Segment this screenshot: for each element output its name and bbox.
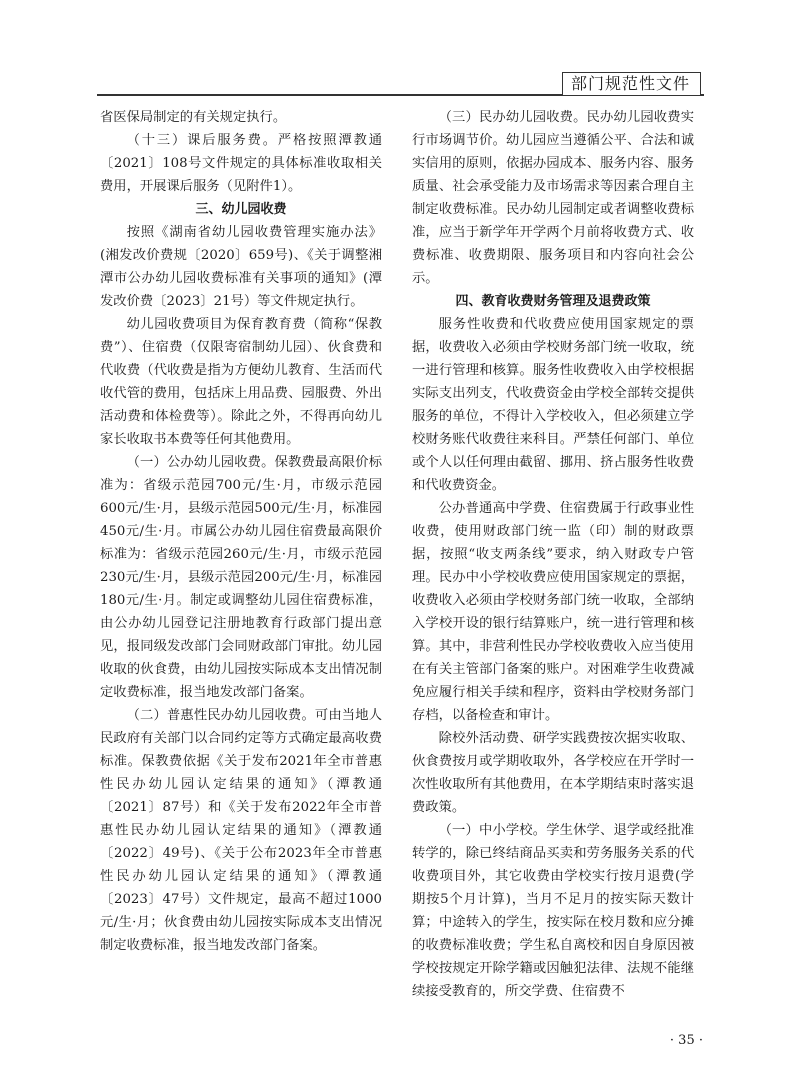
paragraph: 省医保局制定的有关规定执行。 xyxy=(100,110,287,125)
section-heading: 四、教育收费财务管理及退费政策 xyxy=(455,294,651,309)
paragraph: 除校外活动费、研学实践费按次据实收取、伙食费按月或学期收取外，各学校应在开学时一次性收取所有其他费用，在本学期结束时落实退费政策。 xyxy=(412,731,694,815)
paragraph: 服务性收费和代收费应使用国家规定的票据，收费收入必须由学校财务部门统一收取，统一进行管理和核算。服务性收费收入由学校根据实际支出列支，代收费资金由学校全部转交提供服务的单位，不得计入学校收入，但必须建立学校财务账代收费往来科目。严禁任何部门、单位或个人以任何理由截留、挪用、挤占服务性收费和代收费资金。 xyxy=(412,317,694,493)
paragraph: 按照《湖南省幼儿园收费管理实施办法》(湘发改价费规〔2020〕659号)、《关于调整湘潭市公办幼儿园收费标准有关事项的通知》(潭发改价费〔2023〕21号）等文件规定执行。 xyxy=(100,225,382,309)
paragraph: 幼儿园收费项目为保育教育费（简称“保教费”）、住宿费（仅限寄宿制幼儿园）、伙食费和代收费（代收费是指为方便幼儿教育、生活而代收代管的费用，包括床上用品费、园服费、外出活动费和体检费等）。除此之外，不得再向幼儿家长收取书本费等任何其他费用。 xyxy=(100,317,382,447)
section-label: 部门规范性文件 xyxy=(562,72,701,96)
page-number: · 35 · xyxy=(669,1033,703,1048)
paragraph: （一）中小学校。学生休学、退学或经批准转学的，除已终结商品买卖和劳务服务关系的代收费项目外，其它收费由学校实行按月退费(学期按5个月计算)，当月不足月的按实际天数计算；中途转入的学生，按实际在校月数和应分摊的收费标准收费；学生私自离校和因自身原因被学校按规定开除学籍或因触犯法律、法规不能继续接受教育的，所交学费、住宿费不 xyxy=(412,823,694,999)
paragraph: （三）民办幼儿园收费。民办幼儿园收费实行市场调节价。幼儿园应当遵循公平、合法和诚实信用的原则，依据办园成本、服务内容、服务质量、社会承受能力及市场需求等因素合理自主制定收费标准。民办幼儿园制定或者调整收费标准，应当于新学年开学两个月前将收费方式、收费标准、收费期限、服务项目和内容向社会公示。 xyxy=(412,110,694,286)
paragraph: 公办普通高中学费、住宿费属于行政事业性收费，使用财政部门统一监（印）制的财政票据，按照“收支两条线”要求，纳入财政专户管理。民办中小学校收费应使用国家规定的票据，收费收入必须由学校财务部门统一收取，全部纳入学校开设的银行结算账户，统一进行管理和核算。其中，非营利性民办学校收费收入应当使用在有关主管部门备案的账户。对困难学生收费减免应履行相关手续和程序，资料由学校财务部门存档，以备检查和审计。 xyxy=(412,501,694,723)
paragraph: （二）普惠性民办幼儿园收费。可由当地人民政府有关部门以合同约定等方式确定最高收费标准。保教费依据《关于发布2021年全市普惠性民办幼儿园认定结果的通知》（潭教通〔2021〕87号）和《关于发布2022年全市普惠性民办幼儿园认定结果的通知》（潭教通〔2022〕49号)、《关于公布2023年全市普惠性民办幼儿园认定结果的通知》（潭教通〔2023〕47号）文件规定，最高不超过1000元/生·月；伙食费由幼儿园按实际成本支出情况制定收费标准，报当地发改部门备案。 xyxy=(100,708,382,953)
left-column xyxy=(100,106,382,957)
right-column xyxy=(412,106,694,1003)
paragraph: （一）公办幼儿园收费。保教费最高限价标准为：省级示范园700元/生·月，市级示范园600元/生·月，县级示范园500元/生·月，标准园450元/生·月。市属公办幼儿园住宿费最高限价标准为：省级示范园260元/生·月，市级示范园230元/生·月，县级示范园200元/生·月，标准园180元/生·月。制定或调整幼儿园住宿费标准，由公办幼儿园登记注册地教育行政部门提出意见，报同级发改部门会同财政部门审批。幼儿园收取的伙食费，由幼儿园按实际成本支出情况制定收费标准，报当地发改部门备案。 xyxy=(100,455,382,700)
section-heading: 三、幼儿园收费 xyxy=(195,202,287,217)
paragraph: （十三）课后服务费。严格按照潭教通〔2021〕108号文件规定的具体标准收取相关费用，开展课后服务（见附件1）。 xyxy=(100,133,382,194)
